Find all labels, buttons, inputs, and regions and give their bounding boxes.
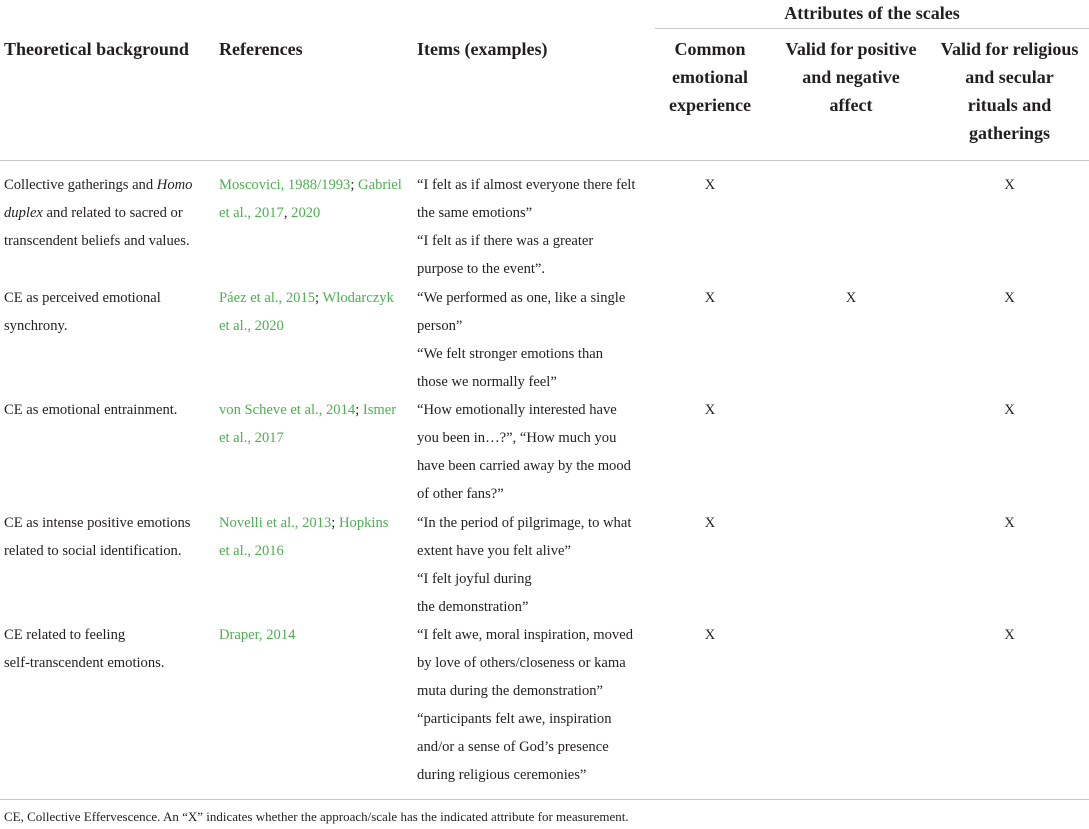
- item-text: “I felt awe, moral inspiration, moved: [417, 627, 633, 643]
- group-header-rule: [655, 28, 1089, 29]
- theory-text: CE related to feeling: [4, 627, 126, 643]
- theory-italic: duplex: [4, 205, 43, 221]
- item-text: during religious ceremonies”: [417, 767, 587, 783]
- header-valid-religious-secular: [930, 35, 1089, 147]
- ref-separator: ;: [355, 402, 363, 418]
- item-text: and/or a sense of God’s presence: [417, 739, 609, 755]
- ref-separator: ;: [331, 515, 339, 531]
- ref-separator: ,: [283, 205, 292, 221]
- attributes-group-header: Attributes of the scales: [784, 3, 960, 23]
- row-1-religious-mark: X: [1004, 177, 1015, 193]
- row-1-theory: [4, 171, 214, 255]
- item-text: of other fans?”: [417, 486, 504, 502]
- ref-separator: ;: [315, 290, 323, 306]
- row-5-religious-mark: X: [1004, 627, 1015, 643]
- header-line: and negative: [802, 67, 900, 87]
- reference-link[interactable]: et al., 2017: [219, 430, 284, 446]
- reference-link[interactable]: Wlodarczyk: [322, 290, 394, 306]
- theory-text: CE as emotional entrainment.: [4, 402, 178, 418]
- header-line: experience: [669, 95, 751, 115]
- theory-text: related to social identification.: [4, 543, 182, 559]
- row-5-theory: [4, 621, 214, 677]
- theory-text: transcendent beliefs and values.: [4, 233, 190, 249]
- header-line: affect: [829, 95, 873, 115]
- row-2-religious-mark: X: [1004, 290, 1015, 306]
- item-text: “I felt as if almost everyone there felt: [417, 177, 636, 193]
- theory-text: Collective gatherings and: [4, 177, 157, 193]
- header-references: References: [219, 39, 303, 59]
- row-2-references: [219, 284, 414, 340]
- row-4-common-mark: X: [704, 515, 716, 531]
- header-line: Valid for positive: [785, 39, 917, 59]
- item-text: have been carried away by the mood: [417, 458, 631, 474]
- item-text: “We performed as one, like a single: [417, 290, 626, 306]
- reference-link[interactable]: Hopkins: [338, 515, 389, 531]
- row-4-references: [219, 509, 414, 565]
- reference-link[interactable]: 2020: [291, 205, 321, 221]
- item-text: “participants felt awe, inspiration: [417, 711, 612, 727]
- header-line: gatherings: [969, 123, 1050, 143]
- row-2-posneg-mark: X: [845, 290, 857, 306]
- row-5-references: [219, 621, 414, 649]
- row-2-common-mark: X: [704, 290, 716, 306]
- reference-link[interactable]: Draper, 2014: [219, 627, 296, 643]
- item-text: the same emotions”: [417, 205, 533, 221]
- row-1-references: [219, 171, 414, 227]
- item-text: the demonstration”: [417, 599, 529, 615]
- row-3-items: [417, 396, 655, 508]
- row-4-items: [417, 509, 655, 621]
- theory-text: CE as intense positive emotions: [4, 515, 191, 531]
- theory-text: self-transcendent emotions.: [4, 655, 165, 671]
- row-4-religious-mark: X: [1004, 515, 1015, 531]
- row-2-theory: [4, 284, 214, 340]
- row-5-items: [417, 621, 655, 789]
- theory-text: and related to sacred or: [42, 205, 183, 221]
- header-line: Common: [674, 39, 746, 59]
- reference-link[interactable]: Páez et al., 2015: [219, 290, 316, 306]
- item-text: “I felt joyful during: [417, 571, 532, 587]
- row-2-items: [417, 284, 655, 396]
- row-3-references: [219, 396, 414, 452]
- item-text: you been in…?”, “How much you: [417, 430, 617, 446]
- item-text: by love of others/closeness or kama: [417, 655, 626, 671]
- reference-link[interactable]: von Scheve et al., 2014: [219, 402, 356, 418]
- header-bottom-rule: [0, 160, 1089, 161]
- ref-separator: ;: [350, 177, 359, 193]
- row-3-common-mark: X: [704, 402, 716, 418]
- row-1-items: [417, 171, 655, 283]
- item-text: “In the period of pilgrimage, to what: [417, 515, 632, 531]
- reference-link[interactable]: et al., 2020: [219, 318, 284, 334]
- header-common-emotional-experience: [655, 35, 765, 119]
- item-text: “We felt stronger emotions than: [417, 346, 604, 362]
- row-3-religious-mark: X: [1004, 402, 1015, 418]
- row-1-common-mark: X: [704, 177, 716, 193]
- header-line: emotional: [672, 67, 748, 87]
- row-3-theory: [4, 396, 214, 424]
- reference-link[interactable]: Moscovici, 1988/1993: [219, 177, 351, 193]
- theory-text: synchrony.: [4, 318, 68, 334]
- item-text: extent have you felt alive”: [417, 543, 571, 559]
- item-text: muta during the demonstration”: [417, 683, 604, 699]
- header-line: rituals and: [967, 95, 1052, 115]
- header-valid-positive-negative: [772, 35, 930, 119]
- theory-italic: Homo: [156, 177, 193, 193]
- header-items: Items (examples): [417, 39, 548, 59]
- reference-link[interactable]: Novelli et al., 2013: [219, 515, 332, 531]
- row-4-theory: [4, 509, 214, 565]
- row-5-common-mark: X: [704, 627, 716, 643]
- item-text: “I felt as if there was a greater: [417, 233, 594, 249]
- header-line: Valid for religious: [940, 39, 1079, 59]
- item-text: “How emotionally interested have: [417, 402, 617, 418]
- reference-link[interactable]: et al., 2016: [219, 543, 284, 559]
- theory-text: CE as perceived emotional: [4, 290, 161, 306]
- header-line: and secular: [965, 67, 1054, 87]
- item-text: those we normally feel”: [417, 374, 557, 390]
- item-text: purpose to the event”.: [417, 261, 546, 277]
- header-theoretical-background: Theoretical background: [4, 39, 189, 59]
- reference-link[interactable]: Ismer: [362, 402, 397, 418]
- reference-link[interactable]: Gabriel: [358, 177, 402, 193]
- table-footnote: CE, Collective Effervescence. An “X” indicates whether the approach/scale has the indicated attribute for measurement.: [4, 809, 629, 824]
- item-text: person”: [417, 318, 463, 334]
- table-bottom-rule: [0, 799, 1089, 800]
- reference-link[interactable]: et al., 2017: [219, 205, 284, 221]
